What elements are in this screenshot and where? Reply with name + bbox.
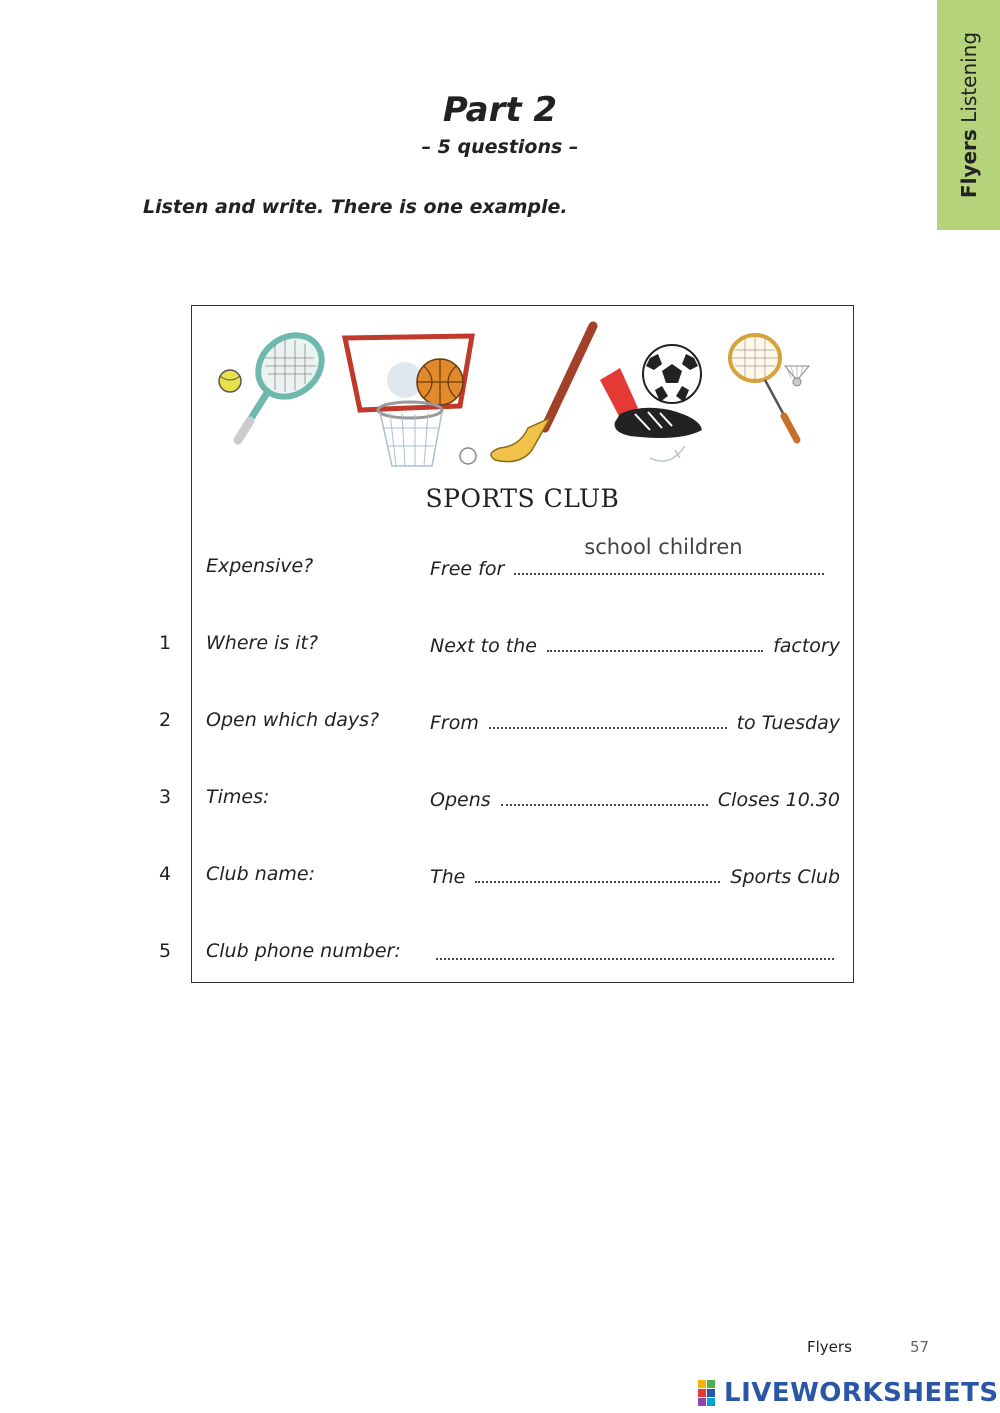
brand-name: LIVEWORKSHEETS xyxy=(724,1378,999,1408)
page-number: 57 xyxy=(910,1338,930,1356)
answer-suffix: Sports Club xyxy=(730,866,840,888)
hockey-stick-icon xyxy=(460,326,593,464)
question-number: 2 xyxy=(159,709,172,731)
question-number: 5 xyxy=(159,940,172,962)
answer-suffix: Closes 10.30 xyxy=(717,789,840,811)
page-subtitle: – 5 questions – xyxy=(421,136,579,158)
basketball-hoop-icon xyxy=(345,336,472,466)
answer-prefix: The xyxy=(430,866,466,888)
form-row-4 xyxy=(0,863,1000,893)
tennis-racket-icon xyxy=(238,323,334,440)
question-label: Club name: xyxy=(206,863,315,885)
example-answer: school children xyxy=(584,535,743,559)
answer-blank-3[interactable] xyxy=(501,786,708,806)
question-number: 4 xyxy=(159,863,172,885)
question-number: 1 xyxy=(159,632,172,654)
answer-suffix: to Tuesday xyxy=(736,712,840,734)
form-row-1 xyxy=(0,632,1000,662)
form-row-3 xyxy=(0,786,1000,816)
tab-skill: Listening xyxy=(956,31,981,123)
question-label: Times: xyxy=(206,786,270,808)
liveworksheets-logo-icon xyxy=(698,1380,724,1406)
footer-book-name: Flyers xyxy=(807,1338,852,1356)
answer-blank-2[interactable] xyxy=(489,709,727,729)
answer-prefix: From xyxy=(430,712,479,734)
question-label: Where is it? xyxy=(206,632,319,654)
badminton-racket-icon xyxy=(730,335,797,440)
answer-prefix: Next to the xyxy=(430,635,537,657)
tab-level: Flyers xyxy=(956,129,981,199)
question-label: Club phone number: xyxy=(206,940,401,962)
form-row-5 xyxy=(0,940,1000,970)
tennis-ball-icon xyxy=(219,370,241,392)
sports-illustration xyxy=(210,318,830,478)
shuttlecock-icon xyxy=(785,366,809,386)
answer-blank-5[interactable] xyxy=(436,940,834,960)
question-label: Open which days? xyxy=(206,709,380,731)
form-row-2 xyxy=(0,709,1000,739)
answer-blank xyxy=(514,535,824,575)
liveworksheets-logo[interactable] xyxy=(698,1378,999,1408)
answer-suffix: factory xyxy=(773,635,840,657)
sports-club-heading: SPORTS CLUB xyxy=(425,484,620,513)
question-label: Expensive? xyxy=(206,555,314,577)
answer-prefix: Opens xyxy=(430,789,491,811)
question-number: 3 xyxy=(159,786,172,808)
page-title: Part 2 xyxy=(442,90,558,130)
answer-prefix: Free for xyxy=(430,558,505,580)
football-icon xyxy=(643,345,701,403)
answer-blank-1[interactable] xyxy=(547,632,763,652)
instruction-text: Listen and write. There is one example. xyxy=(143,196,568,218)
form-row-example xyxy=(0,535,1000,585)
answer-blank-4[interactable] xyxy=(475,863,720,883)
